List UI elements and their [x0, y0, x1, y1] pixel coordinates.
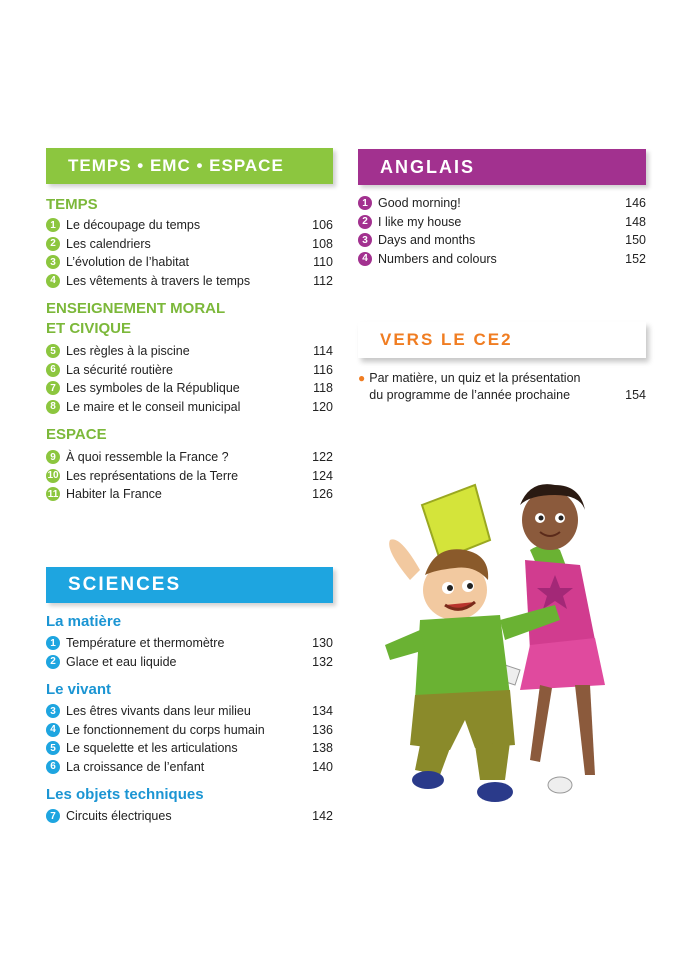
page-number: 152: [625, 251, 646, 266]
section-title-temps: TEMPS: [46, 196, 98, 213]
chapter-number-badge: 3: [46, 255, 60, 269]
page-number: 134: [312, 704, 333, 719]
page-number: 126: [312, 487, 333, 502]
ce2-item: [358, 370, 646, 404]
page-number: 148: [625, 214, 646, 229]
list-temps: [46, 216, 333, 290]
toc-item[interactable]: [358, 250, 646, 269]
toc-item[interactable]: [46, 702, 333, 721]
chapter-title: Habiter la France: [66, 487, 162, 502]
chapter-number-badge: 4: [46, 723, 60, 737]
chapter-title: Le découpage du temps: [66, 218, 201, 233]
chapter-number-badge: 5: [46, 344, 60, 358]
list-matiere: [46, 634, 333, 671]
chapter-number-badge: 9: [46, 450, 60, 464]
toc-item[interactable]: [46, 653, 333, 672]
toc-item[interactable]: [358, 213, 646, 232]
page-number: 108: [312, 236, 333, 251]
toc-right-column: [358, 149, 646, 268]
chapter-number-badge: 11: [47, 488, 59, 500]
chapter-title: Les représentations de la Terre: [66, 468, 239, 483]
section-title-espace: ESPACE: [46, 426, 107, 443]
toc-item[interactable]: [46, 467, 333, 486]
chapter-title: Le maire et le conseil municipal: [66, 399, 241, 414]
toc-item[interactable]: [358, 194, 646, 213]
list-vivant: [46, 702, 333, 776]
page-number: 136: [312, 722, 333, 737]
chapter-title: Les règles à la piscine: [66, 344, 190, 359]
chapter-title: L’évolution de l’habitat: [66, 255, 190, 270]
banner-vers-le-ce2: VERS LE CE2: [358, 322, 646, 358]
toc-item[interactable]: [46, 398, 333, 417]
chapter-title: Les êtres vivants dans leur milieu: [66, 704, 251, 719]
chapter-title: Les vêtements à travers le temps: [66, 273, 251, 288]
page-number: 132: [312, 654, 333, 669]
chapter-number-badge: 3: [46, 704, 60, 718]
banner-temps-emc-espace: TEMPS • EMC • ESPACE: [46, 148, 333, 184]
toc-item[interactable]: [46, 235, 333, 254]
chapter-title: La sécurité routière: [66, 362, 174, 377]
page-number: 114: [313, 344, 333, 359]
page-number: 146: [625, 196, 646, 211]
section-title-emc-1: ENSEIGNEMENT MORAL: [46, 300, 226, 317]
toc-item[interactable]: [46, 634, 333, 653]
toc-item[interactable]: [46, 342, 333, 361]
page-number: 118: [313, 381, 333, 396]
page-number: 116: [313, 362, 333, 377]
chapter-number-badge: 10: [47, 470, 59, 482]
chapter-title: Numbers and colours: [378, 251, 497, 266]
section-title-vivant: Le vivant: [46, 681, 112, 698]
toc-ce2-column: [358, 322, 646, 404]
toc-left-column: [46, 148, 333, 504]
toc-item[interactable]: [46, 758, 333, 777]
chapter-title: Le fonctionnement du corps humain: [66, 722, 265, 737]
list-espace: [46, 448, 333, 504]
bullet-icon: ●: [358, 371, 366, 385]
page-number: 120: [312, 399, 333, 414]
page-number: 150: [625, 233, 646, 248]
page-number: 110: [313, 255, 333, 270]
page-number: 142: [312, 809, 333, 824]
page-number: 138: [312, 741, 333, 756]
list-anglais: [358, 194, 646, 268]
chapter-number-badge: 5: [46, 741, 60, 755]
toc-sciences-column: [46, 567, 333, 826]
toc-item[interactable]: [46, 216, 333, 235]
toc-item[interactable]: [46, 253, 333, 272]
ce2-line-2: du programme de l’année prochaine: [369, 388, 571, 402]
book-icon: [422, 485, 490, 560]
toc-item[interactable]: [46, 807, 333, 826]
chapter-number-badge: 8: [46, 400, 60, 414]
list-objets: [46, 807, 333, 826]
page-number: 130: [312, 636, 333, 651]
page-number: 124: [312, 468, 333, 483]
page-number: 122: [312, 450, 333, 465]
page-number: 112: [313, 273, 333, 288]
chapter-title: I like my house: [378, 214, 462, 229]
chapter-number-badge: 3: [358, 233, 372, 247]
toc-item[interactable]: [46, 361, 333, 380]
chapter-number-badge: 1: [358, 196, 372, 210]
chapter-number-badge: 2: [358, 215, 372, 229]
banner-anglais: ANGLAIS: [358, 149, 646, 185]
chapter-title: Circuits électriques: [66, 809, 172, 824]
section-temps: [46, 196, 333, 290]
chapter-title: Glace et eau liquide: [66, 654, 177, 669]
section-objets: [46, 786, 333, 826]
chapter-title: À quoi ressemble la France ?: [66, 450, 229, 465]
section-title-emc-2: ET CIVIQUE: [46, 320, 132, 337]
children-illustration: [380, 480, 630, 810]
chapter-number-badge: 2: [46, 237, 60, 251]
chapter-title: Good morning!: [378, 196, 461, 211]
chapter-title: Le squelette et les articulations: [66, 741, 238, 756]
girl-figure: [500, 484, 605, 793]
chapter-title: Les calendriers: [66, 236, 151, 251]
chapter-number-badge: 1: [46, 636, 60, 650]
page-number: 140: [312, 759, 333, 774]
toc-item[interactable]: [46, 739, 333, 758]
toc-item[interactable]: [46, 448, 333, 467]
section-title-objets: Les objets techniques: [46, 786, 204, 803]
section-espace: [46, 426, 333, 504]
chapter-number-badge: 1: [46, 218, 60, 232]
section-emc: [46, 300, 333, 416]
toc-item[interactable]: [358, 231, 646, 250]
ce2-page: 154: [625, 388, 646, 402]
chapter-number-badge: 4: [46, 274, 60, 288]
chapter-number-badge: 6: [46, 760, 60, 774]
chapter-title: Les symboles de la République: [66, 381, 240, 396]
chapter-title: Température et thermomètre: [66, 636, 225, 651]
toc-item[interactable]: [46, 721, 333, 740]
ce2-line-1: Par matière, un quiz et la présentation: [369, 371, 581, 385]
page-number: 106: [312, 218, 333, 233]
chapter-title: Days and months: [378, 233, 476, 248]
chapter-number-badge: 7: [46, 809, 60, 823]
section-title-matiere: La matière: [46, 613, 122, 630]
toc-item[interactable]: [46, 272, 333, 291]
chapter-number-badge: 7: [46, 381, 60, 395]
banner-sciences: SCIENCES: [46, 567, 333, 603]
toc-item[interactable]: [46, 485, 333, 504]
list-emc: [46, 342, 333, 416]
toc-item[interactable]: [46, 379, 333, 398]
chapter-title: La croissance de l’enfant: [66, 759, 205, 774]
section-matiere: [46, 613, 333, 671]
chapter-number-badge: 6: [46, 363, 60, 377]
section-vivant: [46, 681, 333, 776]
chapter-number-badge: 2: [46, 655, 60, 669]
chapter-number-badge: 4: [358, 252, 372, 266]
